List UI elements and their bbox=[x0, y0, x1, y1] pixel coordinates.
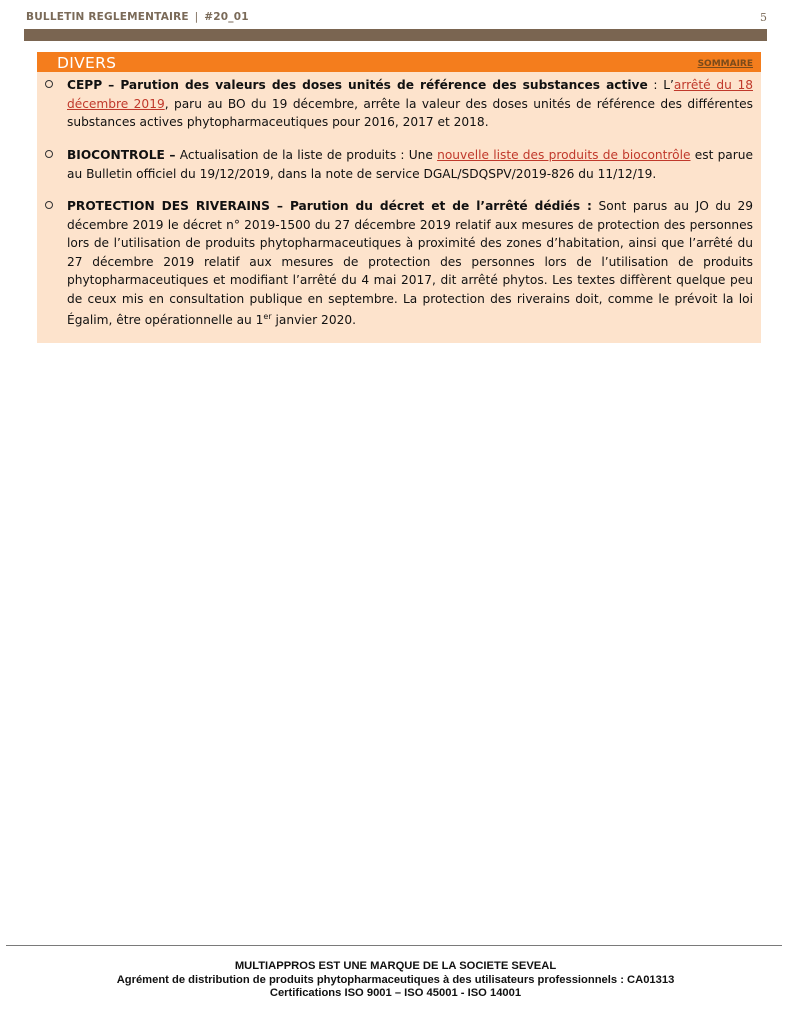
footer-agrement-line: Agrément de distribution de produits phytopharmaceutiques à des utilisateurs professionnels : CA01313 bbox=[116, 973, 675, 986]
bullet-icon bbox=[45, 150, 53, 158]
section-header bbox=[37, 52, 761, 72]
item-lead: PROTECTION DES RIVERAINS – Parution du décret et de l’arrêté dédiés : bbox=[67, 199, 592, 213]
item-text: Sont parus au JO du 29 décembre 2019 le décret n° 2019-1500 du 27 décembre 2019 relatif aux mesures de protection des personnes lors de l’utilisation de produits phytopharmaceutiques à proximité des zones d’habitation, ainsi que l’arrêté du 27 décembre 2019 relatif aux mesures de protection des personnes lors de l’utilisation de produits phytopharmaceutiques et modifiant l’arrêté du 4 mai 2017, dit arrêté phytos. Les textes diffèrent quelque peu de ceux mis en consultation publique en septembre. La protection des riverains doit, comme le prévoit la loi Égalim, être opérationnelle au 1 bbox=[67, 199, 753, 328]
issue-number: #20_01 bbox=[204, 11, 249, 23]
footer-brand-line: MULTIAPPROS EST UNE MARQUE DE LA SOCIETE SEVEAL bbox=[234, 960, 557, 972]
list-item-cepp bbox=[67, 76, 753, 132]
item-text: Actualisation de la liste de produits : Une bbox=[175, 148, 438, 162]
item-lead: BIOCONTROLE – bbox=[67, 148, 176, 162]
footer-certifications-line: Certifications ISO 9001 – ISO 45001 - ISO 14001 bbox=[269, 987, 522, 999]
document-header bbox=[26, 11, 249, 23]
item-text: , paru au BO du 19 décembre, arrête la valeur des doses unités de référence des différentes substances actives phytopharmaceutiques pour 2016, 2017 et 2018. bbox=[67, 96, 753, 129]
bullet-icon bbox=[45, 201, 53, 209]
footer-divider bbox=[6, 945, 782, 946]
header-separator: | bbox=[194, 11, 199, 23]
bulletin-title: BULLETIN REGLEMENTAIRE bbox=[26, 11, 189, 23]
item-text: est parue au Bulletin officiel du 19/12/2019, dans la note de service DGAL/SDQSPV/2019-826 du 11/12/19. bbox=[67, 148, 754, 181]
sommaire-link[interactable]: SOMMAIRE bbox=[697, 59, 753, 69]
page-number: 5 bbox=[760, 11, 767, 24]
item-text: : L’ bbox=[647, 78, 674, 92]
item-text: janvier 2020. bbox=[271, 313, 356, 328]
header-divider-bar bbox=[24, 29, 767, 41]
biocontrole-list-link[interactable]: nouvelle liste des produits de biocontrôle bbox=[437, 148, 691, 162]
arrete-link[interactable]: arrêté du 18 décembre 2019 bbox=[67, 78, 753, 111]
list-item-riverains bbox=[67, 197, 753, 330]
list-item-biocontrole bbox=[67, 146, 753, 183]
ordinal-superscript: er bbox=[263, 312, 272, 321]
item-lead: CEPP – Parution des valeurs des doses unités de référence des substances active bbox=[67, 78, 648, 92]
page-footer bbox=[0, 960, 791, 1001]
section-title: DIVERS bbox=[57, 54, 117, 72]
divers-section bbox=[37, 52, 761, 343]
bullet-icon bbox=[45, 80, 53, 88]
